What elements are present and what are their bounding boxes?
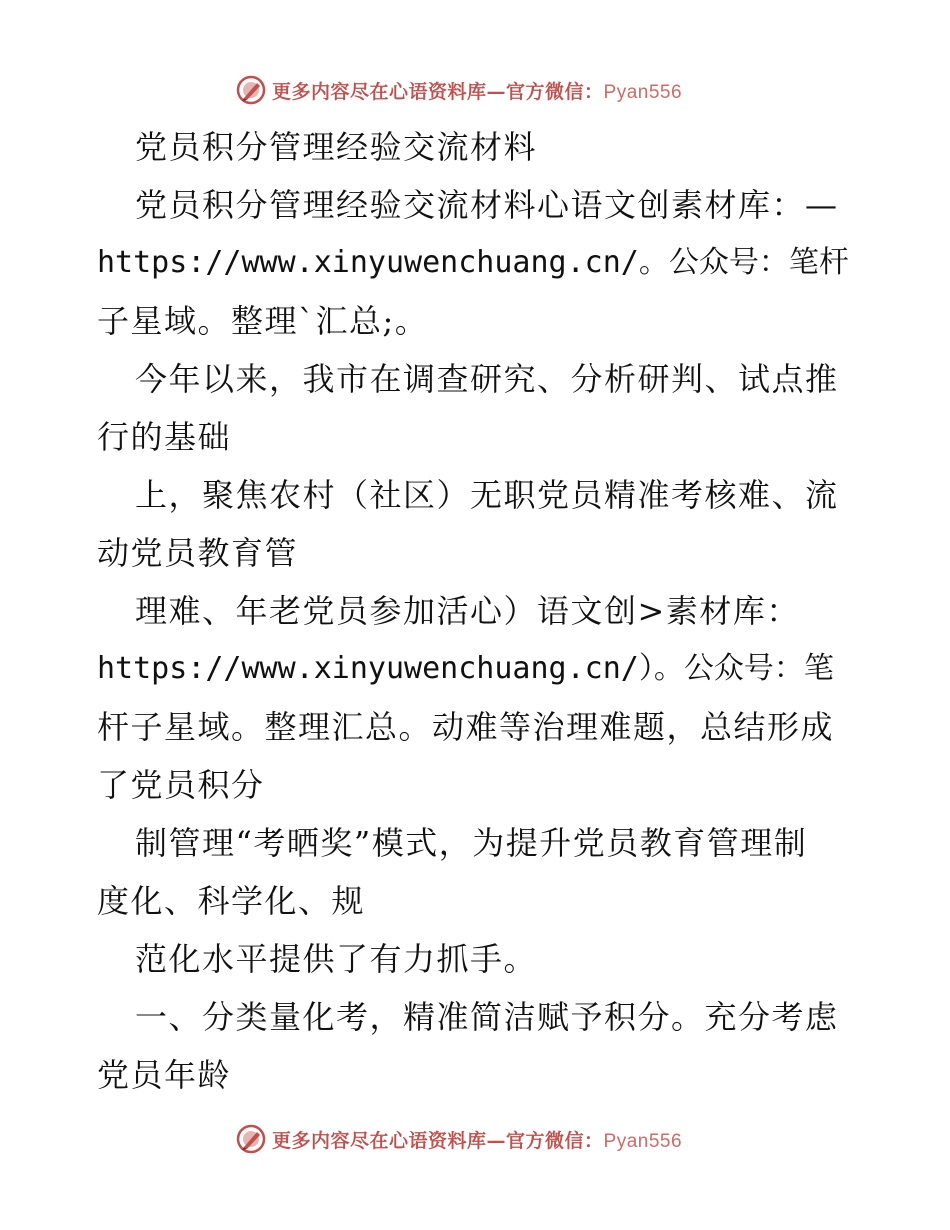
document-title: 党员积分管理经验交流材料	[135, 128, 538, 166]
paragraph-line: 一、分类量化考，精准简洁赋予积分。充分考虑	[135, 998, 839, 1036]
paragraph-line: 范化水平提供了有力抓手。	[135, 940, 538, 978]
footer-banner	[236, 1122, 716, 1156]
banner-text: 更多内容尽在心语资料库—官方微信：Pyan556	[272, 1129, 683, 1152]
paragraph-line: 了党员积分	[97, 766, 265, 804]
header-banner	[236, 73, 716, 107]
paragraph-line: 理难、年老党员参加活心）语文创>素材库：	[135, 592, 800, 630]
paragraph-line: 杆子星域。整理汇总。动难等治理难题，总结形成	[97, 708, 835, 746]
paragraph-line: 子星域。整理`汇总;。	[97, 302, 429, 340]
pen-logo-icon	[236, 75, 266, 105]
paragraph-line: 党员年龄	[97, 1056, 232, 1094]
paragraph-line: 度化、科学化、规	[97, 882, 366, 920]
paragraph-line: 党员积分管理经验交流材料心语文创素材库：—	[135, 186, 839, 224]
document-body	[97, 118, 857, 1104]
pen-logo-icon	[236, 1124, 266, 1154]
paragraph-line: 制管理“考晒奖”模式，为提升党员教育管理制	[135, 824, 808, 862]
paragraph-line: 上，聚焦农村（社区）无职党员精准考核难、流	[135, 476, 839, 514]
paragraph-line: https://www.xinyuwenchuang.cn/。公众号：笔杆	[97, 245, 849, 280]
wechat-id: Pyan556	[603, 81, 683, 103]
paragraph-line: 行的基础	[97, 418, 232, 456]
paragraph-line: https://www.xinyuwenchuang.cn/）。公众号：笔	[97, 651, 834, 686]
paragraph-line: 今年以来，我市在调查研究、分析研判、试点推	[135, 360, 839, 398]
paragraph-line: 动党员教育管	[97, 534, 299, 572]
banner-text: 更多内容尽在心语资料库—官方微信：Pyan556	[272, 80, 683, 103]
wechat-id: Pyan556	[603, 1130, 683, 1152]
